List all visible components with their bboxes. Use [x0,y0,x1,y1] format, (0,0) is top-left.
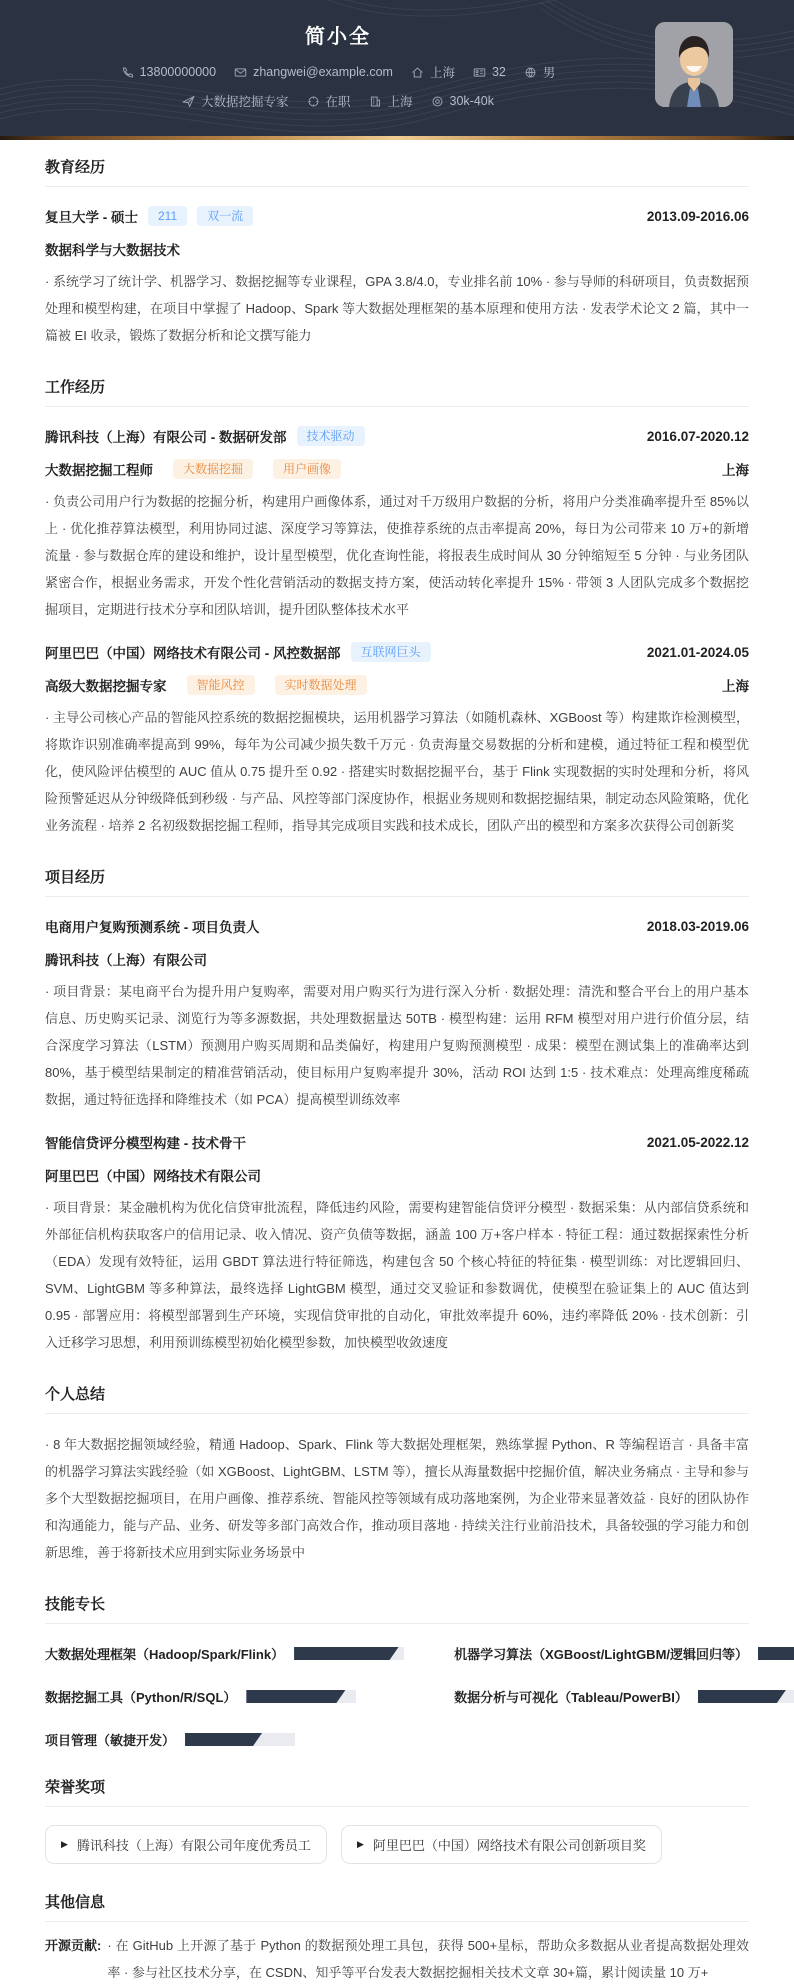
award-pill [341,1825,662,1864]
award-text: 腾讯科技（上海）有限公司年度优秀员工 [76,1838,311,1853]
job-title: 大数据挖掘工程师 [45,463,153,478]
project-company: 腾讯科技（上海）有限公司 [45,953,207,968]
summary-description: · 8 年大数据挖掘领域经验，精通 Hadoop、Spark、Flink 等大数据处理框架，熟练掌握 Python、R 等编程语言 · 具备丰富的机器学习算法实践经验（如 XGBoost、LightGBM、LSTM 等），擅长从海量数据中挖掘价值，解决业务痛点 · 主导和参与多个大型数据挖掘项目，在用户画像、推荐系统、智能风控等领域有成功落地案例，为企业带来显著效益 · 良好的团队协作和沟通能力，能与产品、业务、研发等多部门高效合作，推动项目落地 · 持续关注行业前沿技术，具备较强的学习能力和创新思维，善于将新技术应用到实际业务场景中 [45,1437,749,1560]
email-text: zhangwei@example.com [253,65,393,79]
resume-body [0,156,794,1986]
skills-grid [45,1644,749,1749]
skill-item [454,1644,794,1663]
school-tag-211: 211 [148,206,187,226]
section-summary [45,1383,749,1566]
skill-item [45,1644,404,1663]
education-date: 2013.09-2016.06 [646,208,749,224]
company-name: 腾讯科技（上海）有限公司 - 数据研发部 [45,430,287,445]
skill-fill [758,1647,794,1660]
work-description: · 主导公司核心产品的智能风控系统的数据挖掘模块，运用机器学习算法（如随机森林、XGBoost 等）构建欺诈检测模型，将欺诈识别准确率提高到 99%，每年为公司减少损失数千万元 · 负责海量交易数据的分析和建模，通过特征工程和模型优化，使风险评估模型的 AUC 值从 0.75 提升至 0.92 · 搭建实时数据挖掘平台，基于 Flink 实现数据的实时处理和分析，将风险预警延迟从分钟级降低到秒级 · 与产品、风控等部门深度协作，根据业务规则和数据挖掘结果，制定动态风险策略，优化业务流程 · 培养 2 名初级数据挖掘工程师，指导其完成项目实践和技术成长，团队产出的模型和方案多次获得公司创新奖 [45,710,749,833]
skill-fill [246,1690,345,1703]
skill-label: 数据挖掘工具（Python/R/SQL） [45,1690,237,1705]
profile-photo-illustration [655,22,733,107]
email-icon [234,66,247,79]
salary-item [431,94,494,108]
project-date: 2021.05-2022.12 [646,1134,749,1150]
school-name: 复旦大学 - 硕士 [45,210,138,225]
section-title-awards: 荣誉奖项 [45,1776,749,1807]
skill-label: 数据分析与可视化（Tableau/PowerBI） [454,1690,688,1705]
section-title-education: 教育经历 [45,156,749,187]
section-awards [45,1776,749,1864]
role-tag: 用户画像 [273,459,341,479]
play-triangle-icon: ▶ [356,1839,364,1849]
section-title-other: 其他信息 [45,1891,749,1922]
phone-text: 13800000000 [139,65,217,79]
section-title-skills: 技能专长 [45,1593,749,1624]
section-title-projects: 项目经历 [45,866,749,897]
section-other [45,1891,749,1986]
skill-bar [698,1690,794,1703]
position-text: 大数据挖掘专家 [200,95,289,109]
project-description: · 项目背景：某金融机构为优化信贷审批流程，降低违约风险，需要构建智能信贷评分模型 · 数据采集：从内部信贷系统和外部征信机构获取客户的信用记录、收入情况、资产负债等数据，涵盖 100 万+客户样本 · 特征工程：通过数据探索性分析（EDA）发现有效特征，运用 GBDT 算法进行特征筛选，构建包含 50 个核心特征的特征集 · 模型训练：对比逻辑回归、SVM、LightGBM 等多种算法，最终选择 LightGBM 模型，通过交叉验证和参数调优，使模型在验证集上的 AUC 值达到 0.95 · 部署应用：将模型部署到生产环境，实现信贷审批的自动化，审批效率提升 60%，违约率降低 20% · 技术创新：引入迁移学习思想，利用预训练模型初始化模型参数，加快模型收敛速度 [45,1200,749,1350]
award-pill [45,1825,327,1864]
home-item [411,63,455,81]
awards-list [45,1825,749,1864]
home-icon [411,66,424,79]
job-title: 高级大数据挖掘专家 [45,679,167,694]
project-description: · 项目背景：某电商平台为提升用户复购率，需要对用户购买行为进行深入分析 · 数据处理：清洗和整合平台上的用户基本信息、历史购买记录、浏览行为等多源数据，共处理数据量达 50TB · 模型构建：运用 RFM 模型对用户进行价值分层，结合深度学习算法（LSTM）预测用户购买周期和品类偏好，构建用户复购预测模型 · 成果：模型在测试集上的准确率达到 80%，基于模型结果制定的精准营销活动，使目标用户复购率提升 30%，活动 ROI 达到 1:5 · 技术难点：处理高维度稀疏数据，通过特征选择和降维技术（如 PCA）提高模型训练效率 [45,984,749,1107]
skill-item [454,1687,794,1706]
project-name: 智能信贷评分模型构建 - 技术骨干 [45,1136,246,1151]
section-projects [45,866,749,1356]
skill-bar [246,1690,356,1703]
education-entry-head [45,206,749,226]
role-tag: 智能风控 [187,675,255,695]
phone-item [121,65,216,79]
school-tag-shuangyiliu: 双一流 [197,206,253,226]
contact-row [0,63,676,81]
position-item [182,92,289,110]
skill-fill [294,1647,399,1660]
city-icon [369,95,382,108]
email-item [234,65,393,79]
skill-fill [185,1733,262,1746]
section-education [45,156,749,349]
project-company: 阿里巴巴（中国）网络技术有限公司 [45,1169,261,1184]
work-date: 2016.07-2020.12 [646,428,749,444]
other-info-row [45,1932,749,1986]
company-name: 阿里巴巴（中国）网络技术有限公司 - 风控数据部 [45,646,341,661]
status-text: 在职 [325,95,351,109]
resume-header [0,0,794,136]
age-icon [473,66,486,79]
city-item [369,92,413,110]
project-name: 电商用户复购预测系统 - 项目负责人 [45,920,260,935]
major-row [45,239,749,259]
project-date: 2018.03-2019.06 [646,918,749,934]
profile-photo [655,22,733,107]
skill-label: 机器学习算法（XGBoost/LightGBM/逻辑回归等） [454,1647,749,1662]
skill-label: 项目管理（敏捷开发） [45,1733,176,1748]
other-info-description: · 在 GitHub 上开源了基于 Python 的数据预处理工具包，获得 500+星标，帮助众多数据从业者提高数据处理效率 · 参与社区技术分享，在 CSDN、知乎等平台发表大数据挖掘相关技术文章 30+篇，累计阅读量 10 万+ [107,1938,749,1980]
work-date: 2021.01-2024.05 [646,644,749,660]
salary-icon [431,95,444,108]
work-location: 上海 [722,679,749,694]
skill-item [45,1730,404,1749]
section-title-work: 工作经历 [45,376,749,407]
work-entry-2 [45,642,749,839]
project-entry-2 [45,1132,749,1356]
age-item [473,65,506,79]
skill-label: 大数据处理框架（Hadoop/Spark/Flink） [45,1647,285,1662]
gender-icon [524,66,537,79]
project-entry-1 [45,916,749,1113]
section-skills [45,1593,749,1749]
education-description: · 系统学习了统计学、机器学习、数据挖掘等专业课程，GPA 3.8/4.0，专业排名前 10% · 参与导师的科研项目，负责数据预处理和模型构建，在项目中掌握了 Hadoop、Spark 等大数据处理框架的基本原理和使用方法 · 发表学术论文 2 篇，其中一篇被 EI 收录，锻炼了数据分析和论文撰写能力 [45,274,749,343]
gold-divider [0,136,794,140]
status-item [307,92,351,110]
status-icon [307,95,320,108]
section-title-summary: 个人总结 [45,1383,749,1414]
role-tag: 大数据挖掘 [173,459,253,479]
skill-bar [294,1647,404,1660]
candidate-name: 简小全 [305,26,371,48]
salary-text: 30k-40k [449,94,495,108]
award-text: 阿里巴巴（中国）网络技术有限公司创新项目奖 [372,1838,646,1853]
other-info-label: 开源贡献: [45,1938,102,1953]
position-icon [182,95,195,108]
gender-item [524,63,556,81]
job-row [0,92,676,110]
home-city-text: 上海 [429,66,455,80]
work-location: 上海 [722,463,749,478]
skill-bar [758,1647,794,1660]
work-entry-1 [45,426,749,623]
work-description: · 负责公司用户行为数据的挖掘分析，构建用户画像体系，通过对千万级用户数据的分析，将用户分类准确率提升至 85%以上 · 优化推荐算法模型，利用协同过滤、深度学习等算法，使推荐系统的点击率提高 20%，每日为公司带来 10 万+的新增流量 · 参与数据仓库的建设和维护，设计星型模型，优化查询性能，将报表生成时间从 30 分钟缩短至 5 分钟 · 与业务团队紧密合作，根据业务需求，开发个性化营销活动的数据支持方案，使活动转化率提升 15% · 带领 3 人团队完成多个数据挖掘项目，定期进行技术分享和团队培训，提升团队整体技术水平 [45,494,749,617]
phone-icon [121,66,134,79]
play-triangle-icon: ▶ [61,1839,68,1849]
city-text: 上海 [387,95,413,109]
skill-item [45,1687,404,1706]
skill-bar [185,1733,295,1746]
role-tag: 实时数据处理 [275,675,367,695]
gender-text: 男 [542,66,556,80]
company-tag: 互联网巨头 [351,642,431,662]
skill-fill [698,1690,786,1703]
age-text: 32 [491,65,506,79]
major-name: 数据科学与大数据技术 [45,243,180,258]
company-tag: 技术驱动 [297,426,365,446]
section-work [45,376,749,839]
